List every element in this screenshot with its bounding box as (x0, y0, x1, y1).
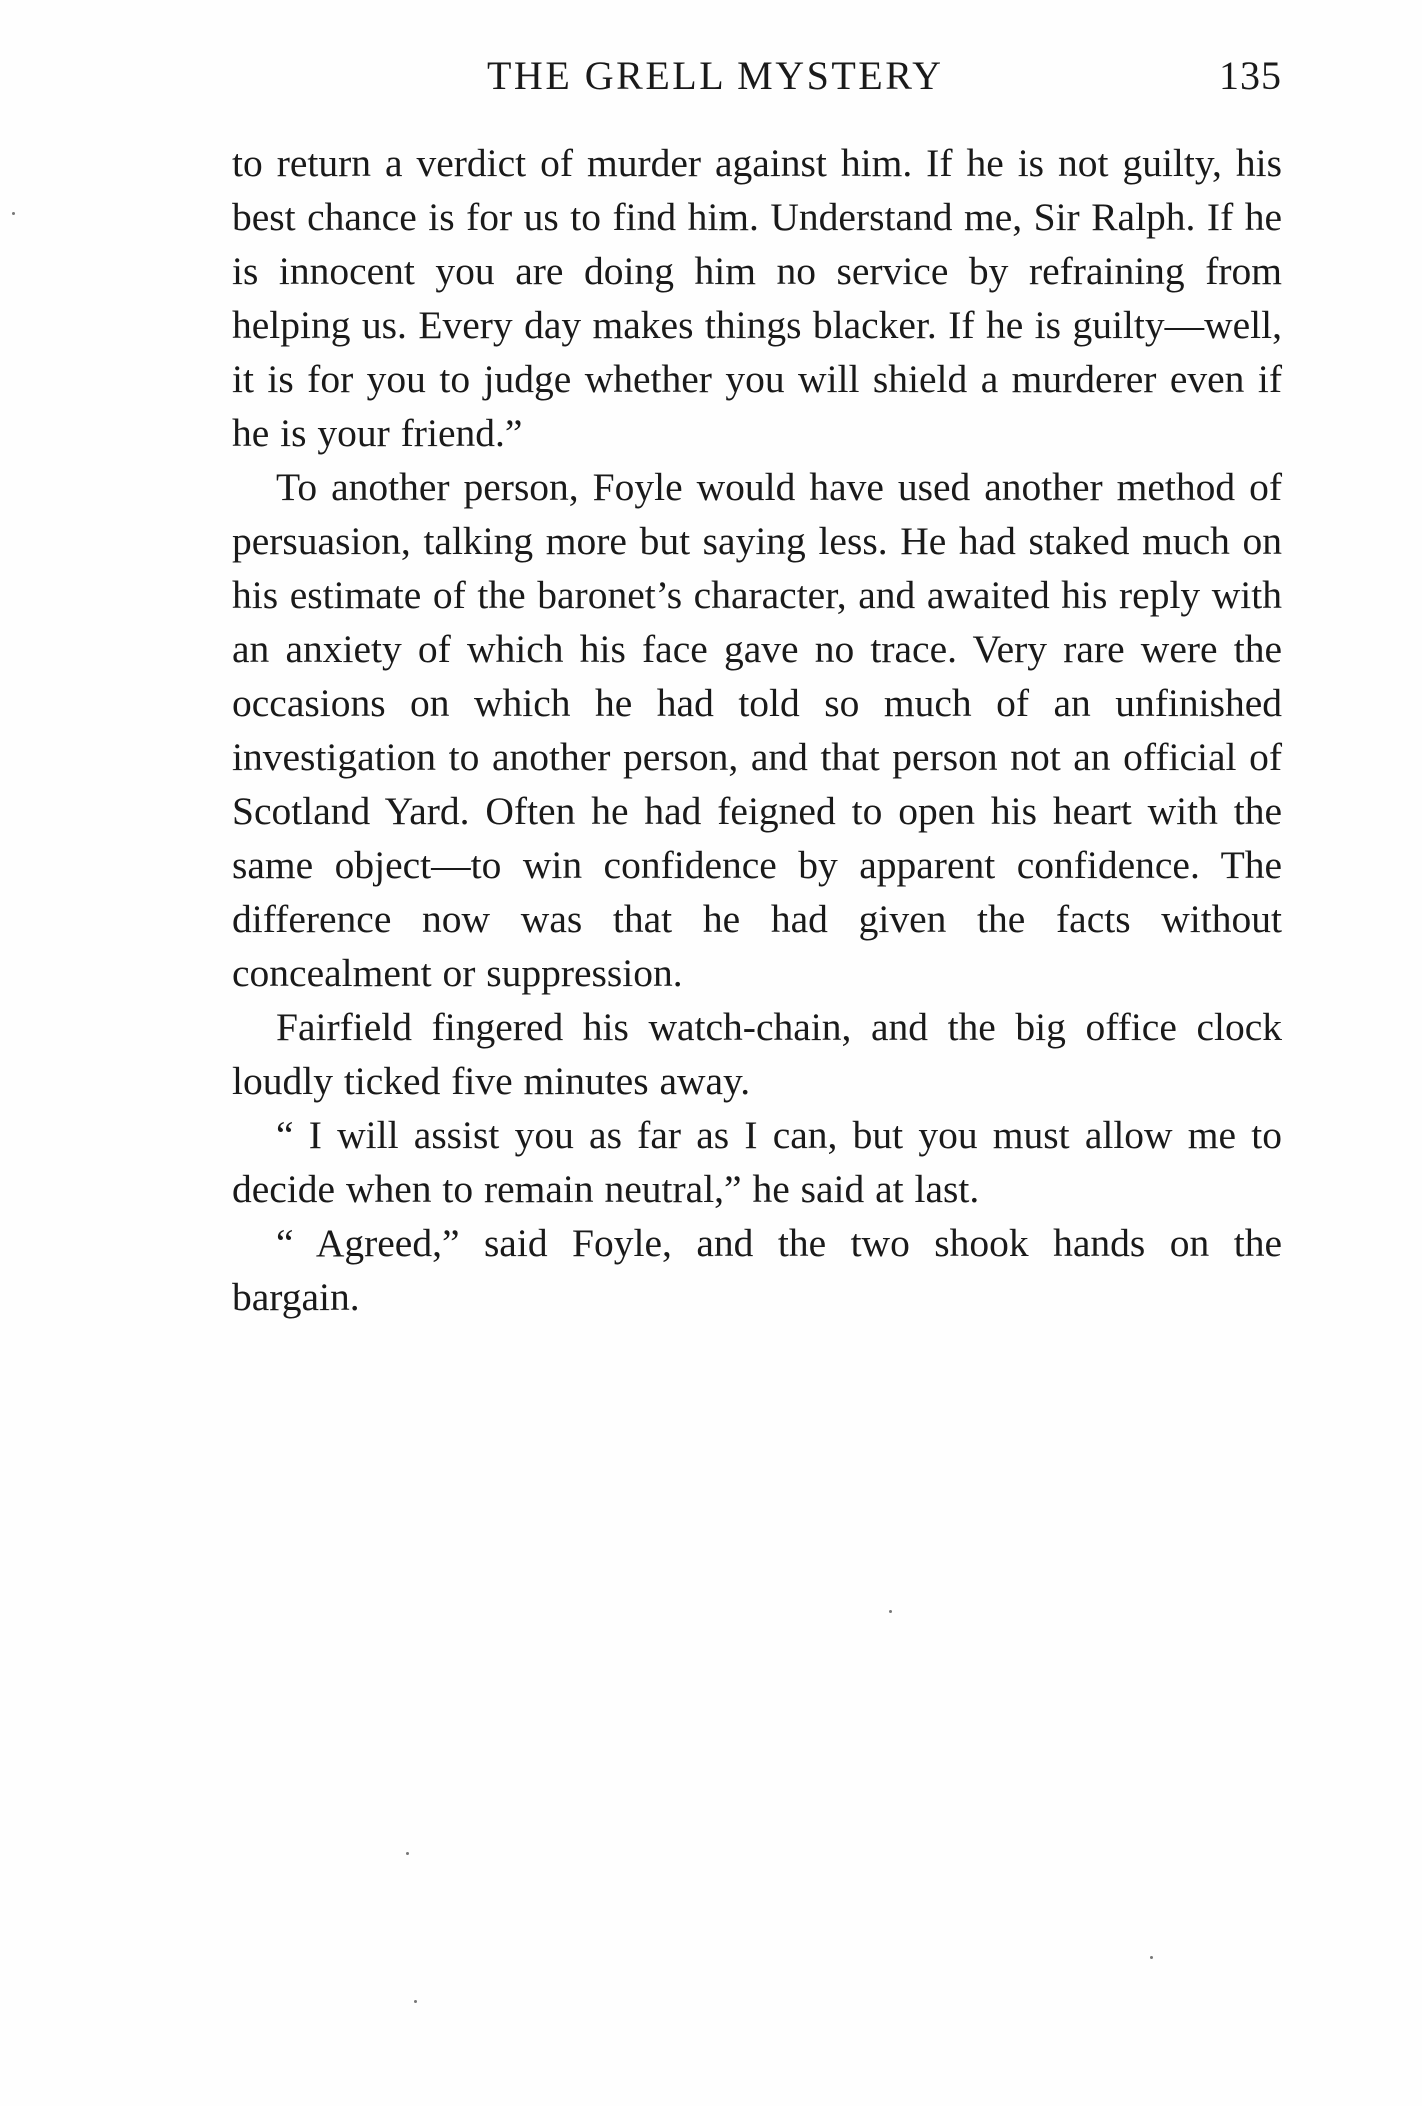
page-number: 135 (1219, 53, 1282, 98)
paper-speck (406, 1852, 409, 1855)
paragraph: “ I will assist you as far as I can, but you must allow me to decide when to remain neutral,” he said at last. (232, 1113, 1282, 1211)
running-head (232, 48, 1282, 104)
paragraph: “ Agreed,” said Foyle, and the two shook hands on the bargain. (232, 1221, 1282, 1319)
running-title: THE GRELL MYSTERY (487, 53, 944, 98)
body-text (232, 136, 1282, 1324)
paper-speck (1150, 1956, 1153, 1959)
paper-speck (12, 212, 15, 215)
paper-speck (414, 2000, 417, 2003)
paragraph: Fairfield fingered his watch-chain, and the big office clock loudly ticked five minutes away. (232, 1005, 1282, 1103)
paragraph-continued: to return a verdict of murder against him. If he is not guilty, his best chance is for us to find him. Understand me, Sir Ralph. If he is innocent you are doing him no service by refraining from helping us. Every day makes things blacker. If he is guilty—well, it is for you to judge whether you will shield a murderer even if he is your friend.” (232, 141, 1282, 455)
paragraph: To another person, Foyle would have used another method of persuasion, talking more but saying less. He had staked much on his estimate of the baronet’s character, and awaited his reply with an anxiety of which his face gave no trace. Very rare were the occasions on which he had told so much of an unfinished investigation to another person, and that person not an official of Scotland Yard. Often he had feigned to open his heart with the same object—to win confidence by apparent confidence. The difference now was that he had given the facts without concealment or suppression. (232, 465, 1282, 995)
paper-speck (889, 1610, 892, 1613)
